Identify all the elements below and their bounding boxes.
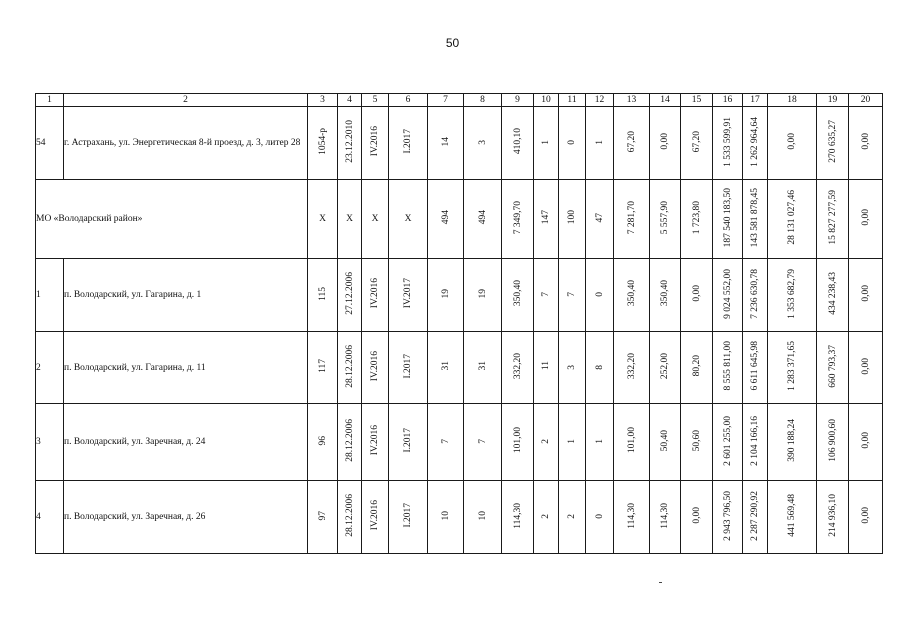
cell-value: IV.2016 xyxy=(370,500,380,531)
cell-value: 50,40 xyxy=(660,429,670,452)
cell-value: 114,30 xyxy=(512,502,523,529)
cell-value: 0 xyxy=(567,140,577,145)
cell-value: 50,60 xyxy=(691,429,702,452)
cell-col-5 xyxy=(362,259,389,332)
column-number-7: 7 xyxy=(428,94,464,107)
table-row xyxy=(36,481,883,554)
cell-col-10 xyxy=(534,332,559,404)
cell-value: 350,40 xyxy=(626,280,637,307)
cell-col-5 xyxy=(362,481,389,554)
cell-col-20 xyxy=(849,404,883,481)
cell-col-12 xyxy=(586,481,614,554)
cell-col-11 xyxy=(559,332,586,404)
row-index-cell xyxy=(36,107,64,180)
cell-col-20 xyxy=(849,259,883,332)
column-number-11: 11 xyxy=(559,94,586,107)
cell-value: 7 xyxy=(567,292,577,297)
column-number-9: 9 xyxy=(502,94,534,107)
column-number-18: 18 xyxy=(768,94,817,107)
cell-value: I.2017 xyxy=(403,353,413,379)
cell-col-9 xyxy=(502,107,534,180)
cell-value: 7 281,70 xyxy=(626,200,637,235)
column-number-1: 1 xyxy=(36,94,64,107)
cell-value: 5 557,90 xyxy=(660,200,670,235)
cell-col-13 xyxy=(614,107,650,180)
cell-col-4 xyxy=(338,107,362,180)
page-number: 50 xyxy=(445,36,460,50)
cell-col-7 xyxy=(428,180,464,259)
cell-value: 0,00 xyxy=(860,507,871,524)
cell-col-3 xyxy=(308,481,338,554)
cell-value: 434 238,43 xyxy=(827,272,838,315)
cell-col-17 xyxy=(743,180,768,259)
cell-value: 10 xyxy=(477,510,488,521)
cell-col-7 xyxy=(428,404,464,481)
cell-value: 28.12.2006 xyxy=(344,419,355,462)
cell-col-8 xyxy=(464,107,502,180)
cell-col-17 xyxy=(743,404,768,481)
cell-value: 2 943 796,50 xyxy=(722,490,733,541)
cell-value: 10 xyxy=(440,510,451,521)
cell-col-4 xyxy=(338,481,362,554)
row-index-cell xyxy=(36,404,64,481)
column-number-20: 20 xyxy=(849,94,883,107)
cell-col-11 xyxy=(559,404,586,481)
row-index: 4 xyxy=(36,512,41,522)
cell-col-16 xyxy=(713,259,743,332)
region-name: МО «Володарский район» xyxy=(36,214,143,224)
cell-col-6 xyxy=(389,259,428,332)
cell-value: 332,20 xyxy=(512,352,523,380)
cell-value: X xyxy=(319,214,326,224)
cell-col-13 xyxy=(614,259,650,332)
cell-col-4 xyxy=(338,259,362,332)
cell-col-16 xyxy=(713,107,743,180)
column-number-14: 14 xyxy=(650,94,681,107)
cell-value: 2 601 255,00 xyxy=(722,415,733,466)
cell-value: X xyxy=(404,214,412,224)
cell-value: 187 540 183,50 xyxy=(722,187,733,248)
cell-col-8 xyxy=(464,404,502,481)
cell-value: 494 xyxy=(477,210,488,225)
cell-col-11 xyxy=(559,259,586,332)
cell-col-17 xyxy=(743,259,768,332)
cell-value: X xyxy=(371,214,379,224)
row-index-cell xyxy=(36,332,64,404)
cell-col-15 xyxy=(681,180,713,259)
cell-col-7 xyxy=(428,107,464,180)
region-name-cell xyxy=(36,180,308,259)
column-number-6: 6 xyxy=(389,94,428,107)
cell-value: 214 936,10 xyxy=(827,494,838,537)
cell-col-15 xyxy=(681,404,713,481)
cell-col-8 xyxy=(464,259,502,332)
cell-value: 7 xyxy=(541,292,551,297)
cell-col-4 xyxy=(338,180,362,259)
cell-value: 0,00 xyxy=(860,209,871,226)
cell-value: 8 xyxy=(594,364,605,370)
cell-value: 0 xyxy=(594,292,605,297)
cell-value: 7 349,70 xyxy=(512,200,523,235)
cell-value: 117 xyxy=(317,359,328,373)
cell-value: 80,20 xyxy=(691,355,702,377)
cell-value: 0,00 xyxy=(660,133,670,150)
cell-value: 3 xyxy=(567,364,577,370)
data-table xyxy=(35,93,883,554)
cell-col-9 xyxy=(502,332,534,404)
cell-value: 0,00 xyxy=(691,507,702,524)
cell-col-17 xyxy=(743,332,768,404)
cell-value: 0,00 xyxy=(691,285,702,302)
cell-value: 15 827 277,59 xyxy=(827,190,838,245)
cell-value: 0,00 xyxy=(860,432,871,449)
cell-value: 47 xyxy=(594,212,605,223)
cell-value: 28.12.2006 xyxy=(344,344,355,388)
address-cell xyxy=(64,107,308,180)
cell-col-19 xyxy=(817,332,849,404)
cell-col-6 xyxy=(389,180,428,259)
cell-value: 28.12.2006 xyxy=(344,494,355,537)
cell-col-14 xyxy=(650,259,681,332)
cell-col-12 xyxy=(586,332,614,404)
cell-value: I.2017 xyxy=(403,129,413,154)
cell-value: 390 188,24 xyxy=(787,419,797,462)
cell-col-8 xyxy=(464,481,502,554)
row-index: 3 xyxy=(36,437,41,447)
address-cell xyxy=(64,259,308,332)
cell-value: 7 236 630,78 xyxy=(750,268,760,319)
cell-value: 67,20 xyxy=(691,130,702,153)
cell-value: 101,00 xyxy=(512,427,523,454)
cell-value: 19 xyxy=(477,288,488,299)
cell-col-14 xyxy=(650,107,681,180)
cell-col-3 xyxy=(308,332,338,404)
cell-value: 1 533 599,91 xyxy=(722,116,733,167)
cell-col-8 xyxy=(464,332,502,404)
row-index: 54 xyxy=(36,138,46,148)
cell-value: 441 569,48 xyxy=(787,494,797,537)
cell-value: 3 xyxy=(477,140,488,145)
cell-value: 9 024 552,00 xyxy=(722,268,733,319)
cell-col-19 xyxy=(817,259,849,332)
cell-value: 2 104 166,16 xyxy=(750,415,760,466)
column-number-17: 17 xyxy=(743,94,768,107)
address-cell xyxy=(64,481,308,554)
cell-col-9 xyxy=(502,481,534,554)
cell-value: 7 xyxy=(477,439,488,444)
cell-col-12 xyxy=(586,259,614,332)
column-number-8: 8 xyxy=(464,94,502,107)
cell-col-19 xyxy=(817,481,849,554)
cell-col-14 xyxy=(650,180,681,259)
cell-col-13 xyxy=(614,481,650,554)
column-number-16: 16 xyxy=(713,94,743,107)
cell-col-16 xyxy=(713,180,743,259)
cell-col-17 xyxy=(743,107,768,180)
column-number-12: 12 xyxy=(586,94,614,107)
cell-value: IV.2016 xyxy=(370,425,380,456)
cell-value: I.2017 xyxy=(403,428,413,453)
cell-value: 106 900,60 xyxy=(827,419,838,462)
cell-value: 8 555 811,00 xyxy=(722,341,733,391)
address-cell xyxy=(64,404,308,481)
cell-value: 660 793,37 xyxy=(827,344,838,388)
cell-col-18 xyxy=(768,332,817,404)
cell-col-6 xyxy=(389,332,428,404)
cell-col-5 xyxy=(362,332,389,404)
cell-value: 1 xyxy=(541,140,551,145)
cell-col-20 xyxy=(849,332,883,404)
cell-col-18 xyxy=(768,404,817,481)
cell-col-16 xyxy=(713,404,743,481)
cell-value: 410,10 xyxy=(512,128,523,155)
table-row xyxy=(36,180,883,259)
cell-col-15 xyxy=(681,481,713,554)
cell-value: IV.2016 xyxy=(370,126,380,157)
cell-value: 143 581 878,45 xyxy=(750,187,760,248)
cell-col-19 xyxy=(817,107,849,180)
cell-col-14 xyxy=(650,481,681,554)
cell-col-15 xyxy=(681,107,713,180)
cell-col-3 xyxy=(308,107,338,180)
cell-value: 114,30 xyxy=(626,502,637,529)
cell-value: 350,40 xyxy=(512,280,523,307)
column-number-10: 10 xyxy=(534,94,559,107)
cell-value: 31 xyxy=(477,361,488,371)
cell-value: 1 xyxy=(567,439,577,444)
row-index-cell xyxy=(36,481,64,554)
cell-value: IV.2017 xyxy=(403,278,413,309)
cell-col-3 xyxy=(308,259,338,332)
cell-value: 101,00 xyxy=(626,427,637,454)
cell-col-7 xyxy=(428,259,464,332)
cell-col-4 xyxy=(338,332,362,404)
address: п. Володарский, ул. Заречная, д. 26 xyxy=(64,512,206,522)
cell-col-16 xyxy=(713,332,743,404)
cell-col-20 xyxy=(849,481,883,554)
cell-col-19 xyxy=(817,180,849,259)
cell-col-9 xyxy=(502,180,534,259)
cell-col-6 xyxy=(389,107,428,180)
cell-col-9 xyxy=(502,259,534,332)
cell-value: 14 xyxy=(440,136,451,147)
cell-value: 96 xyxy=(317,435,328,446)
cell-col-10 xyxy=(534,404,559,481)
column-number-row xyxy=(36,94,883,107)
table-row xyxy=(36,107,883,180)
cell-value: 1 283 371,65 xyxy=(787,341,797,391)
cell-value: 100 xyxy=(567,210,577,225)
cell-value: 1 xyxy=(594,439,605,444)
cell-value: 0,00 xyxy=(787,133,797,150)
cell-col-17 xyxy=(743,481,768,554)
address-cell xyxy=(64,332,308,404)
column-number-15: 15 xyxy=(681,94,713,107)
cell-col-5 xyxy=(362,107,389,180)
column-number-3: 3 xyxy=(308,94,338,107)
cell-value: 31 xyxy=(440,361,451,371)
cell-value: 6 611 645,98 xyxy=(750,341,760,391)
cell-value: 0,00 xyxy=(860,357,871,375)
cell-col-15 xyxy=(681,332,713,404)
cell-value: 115 xyxy=(317,286,328,301)
cell-col-18 xyxy=(768,481,817,554)
cell-value: 11 xyxy=(541,361,551,371)
cell-value: 270 635,27 xyxy=(827,120,838,163)
cell-col-16 xyxy=(713,481,743,554)
cell-value: I.2017 xyxy=(403,503,413,528)
cell-col-15 xyxy=(681,259,713,332)
cell-col-4 xyxy=(338,404,362,481)
cell-value: 1 xyxy=(594,140,605,145)
cell-col-5 xyxy=(362,404,389,481)
row-index: 2 xyxy=(36,362,41,373)
column-number-2: 2 xyxy=(64,94,308,107)
cell-value: 0,00 xyxy=(860,285,871,302)
cell-col-18 xyxy=(768,259,817,332)
cell-col-7 xyxy=(428,332,464,404)
column-number-19: 19 xyxy=(817,94,849,107)
stray-mark xyxy=(659,582,662,583)
cell-col-20 xyxy=(849,107,883,180)
cell-col-11 xyxy=(559,481,586,554)
cell-col-14 xyxy=(650,404,681,481)
cell-value: 1 723,80 xyxy=(691,200,702,235)
cell-col-18 xyxy=(768,180,817,259)
cell-col-13 xyxy=(614,404,650,481)
cell-value: 1 353 682,79 xyxy=(787,268,797,319)
table-row xyxy=(36,259,883,332)
cell-col-18 xyxy=(768,107,817,180)
address: г. Астрахань, ул. Энергетическая 8-й проезд, д. 3, литер 28 xyxy=(64,138,301,148)
cell-col-6 xyxy=(389,481,428,554)
cell-col-12 xyxy=(586,107,614,180)
column-number-13: 13 xyxy=(614,94,650,107)
cell-value: 2 xyxy=(567,514,577,519)
cell-value: 1054-р xyxy=(317,128,328,155)
cell-value: 494 xyxy=(440,210,451,225)
cell-value: 350,40 xyxy=(660,280,670,307)
cell-col-12 xyxy=(586,404,614,481)
cell-col-14 xyxy=(650,332,681,404)
cell-value: 97 xyxy=(317,510,328,521)
cell-col-19 xyxy=(817,404,849,481)
cell-col-12 xyxy=(586,180,614,259)
cell-col-3 xyxy=(308,180,338,259)
cell-col-5 xyxy=(362,180,389,259)
cell-value: 27.12.2006 xyxy=(344,272,355,315)
cell-value: 2 xyxy=(541,514,551,519)
row-index-cell xyxy=(36,259,64,332)
cell-value: 23.12.2010 xyxy=(344,120,355,163)
cell-value: 7 xyxy=(440,439,451,444)
cell-col-8 xyxy=(464,180,502,259)
table-row xyxy=(36,404,883,481)
cell-col-10 xyxy=(534,107,559,180)
cell-value: 2 287 290,92 xyxy=(750,490,760,541)
row-index: 1 xyxy=(36,290,41,300)
cell-col-20 xyxy=(849,180,883,259)
cell-col-11 xyxy=(559,180,586,259)
cell-col-10 xyxy=(534,180,559,259)
cell-col-13 xyxy=(614,332,650,404)
cell-col-7 xyxy=(428,481,464,554)
column-number-5: 5 xyxy=(362,94,389,107)
cell-value: 1 262 964,64 xyxy=(750,116,760,167)
cell-value: IV.2016 xyxy=(370,350,380,382)
column-number-4: 4 xyxy=(338,94,362,107)
cell-col-3 xyxy=(308,404,338,481)
address: п. Володарский, ул. Гагарина, д. 11 xyxy=(64,362,206,373)
cell-value: 332,20 xyxy=(626,352,637,380)
cell-value: 0 xyxy=(594,514,605,519)
cell-col-10 xyxy=(534,259,559,332)
cell-value: 28 131 027,46 xyxy=(787,190,797,245)
address: п. Володарский, ул. Гагарина, д. 1 xyxy=(64,290,202,300)
cell-value: 2 xyxy=(541,439,551,444)
cell-value: 114,30 xyxy=(660,502,670,529)
cell-col-13 xyxy=(614,180,650,259)
cell-col-6 xyxy=(389,404,428,481)
cell-value: 252,00 xyxy=(660,352,670,380)
cell-value: 19 xyxy=(440,288,451,299)
cell-value: 147 xyxy=(541,210,551,225)
cell-col-11 xyxy=(559,107,586,180)
cell-col-10 xyxy=(534,481,559,554)
cell-col-9 xyxy=(502,404,534,481)
address: п. Володарский, ул. Заречная, д. 24 xyxy=(64,437,206,447)
cell-value: IV.2016 xyxy=(370,278,380,309)
cell-value: X xyxy=(346,214,353,224)
cell-value: 67,20 xyxy=(626,130,637,153)
cell-value: 0,00 xyxy=(860,133,871,150)
table-row xyxy=(36,332,883,404)
